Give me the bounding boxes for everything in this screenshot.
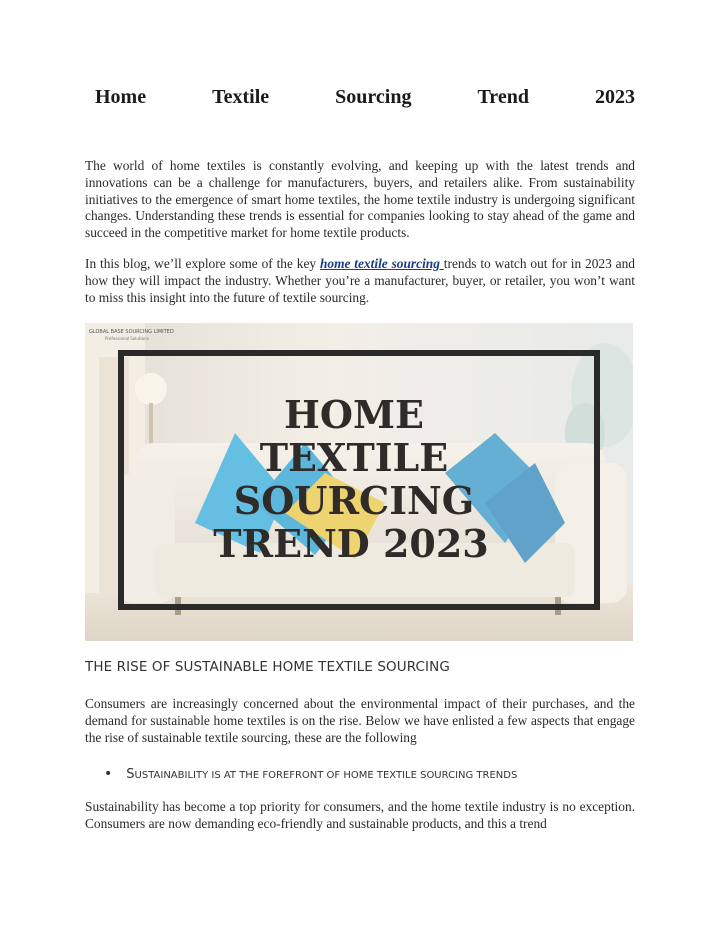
overlay-line: TEXTILE [259, 435, 449, 480]
logo-subtext: Professional Solutions [105, 336, 149, 341]
title-word: 2023 [594, 86, 635, 108]
blog-intro-paragraph [85, 256, 635, 306]
bullet-first-letter: S [126, 767, 135, 782]
blog-intro-text-cont: trends to watch out for in 2023 and how they will impact the industry. Whether you’re a manufacturer, buyer, or retailer, you won’t want to miss this insight into the future of textile sourcing. [85, 256, 635, 305]
overlay-line: HOME [283, 392, 425, 437]
blog-intro-text: In this blog, we’ll explore some of the key [85, 256, 320, 271]
bullet-dot-icon: • [104, 766, 113, 782]
page-title [95, 86, 635, 109]
title-word: Home [95, 86, 147, 108]
logo-text: GLOBAL BASE SOURCING LIMITED [89, 329, 174, 335]
hero-image [85, 323, 633, 641]
home-textile-sourcing-link[interactable]: home textile sourcing [319, 256, 444, 271]
title-word: Textile [212, 86, 270, 108]
overlay-line: TREND 2023 [213, 521, 489, 566]
overlay-line: SOURCING [233, 478, 475, 523]
sustainable-paragraph: Consumers are increasingly concerned about the environmental impact of their purchases, and the demand for sustainable home textiles is on the rise. Below we have enlisted a few aspects that engage the rise of sustainable textile sourcing, these are the following [85, 696, 635, 745]
title-word: Trend [477, 86, 529, 108]
sustainability-paragraph: Sustainability has become a top priority for consumers, and the home textile industry is no exception. Consumers are now demanding eco-friendly and sustainable products, and this a trend [85, 799, 635, 831]
bullet-text: USTAINABILITY IS AT THE FOREFRONT OF HOME TEXTILE SOURCING TRENDS [134, 770, 518, 781]
section-heading: THE RISE OF SUSTAINABLE HOME TEXTILE SOURCING [85, 659, 450, 675]
bullet-item [104, 766, 517, 782]
intro-paragraph: The world of home textiles is constantly evolving, and keeping up with the latest trends and innovations can be a challenge for manufacturers, buyers, and retailers alike. From sustainability initiatives to the emergence of smart home textiles, the home textile industry is undergoing significant changes. Understanding these trends is essential for companies looking to stay ahead of the game and succeed in the competitive market for home textile products. [85, 158, 635, 241]
sofa-scene [85, 323, 633, 641]
title-word: Sourcing [335, 86, 412, 108]
